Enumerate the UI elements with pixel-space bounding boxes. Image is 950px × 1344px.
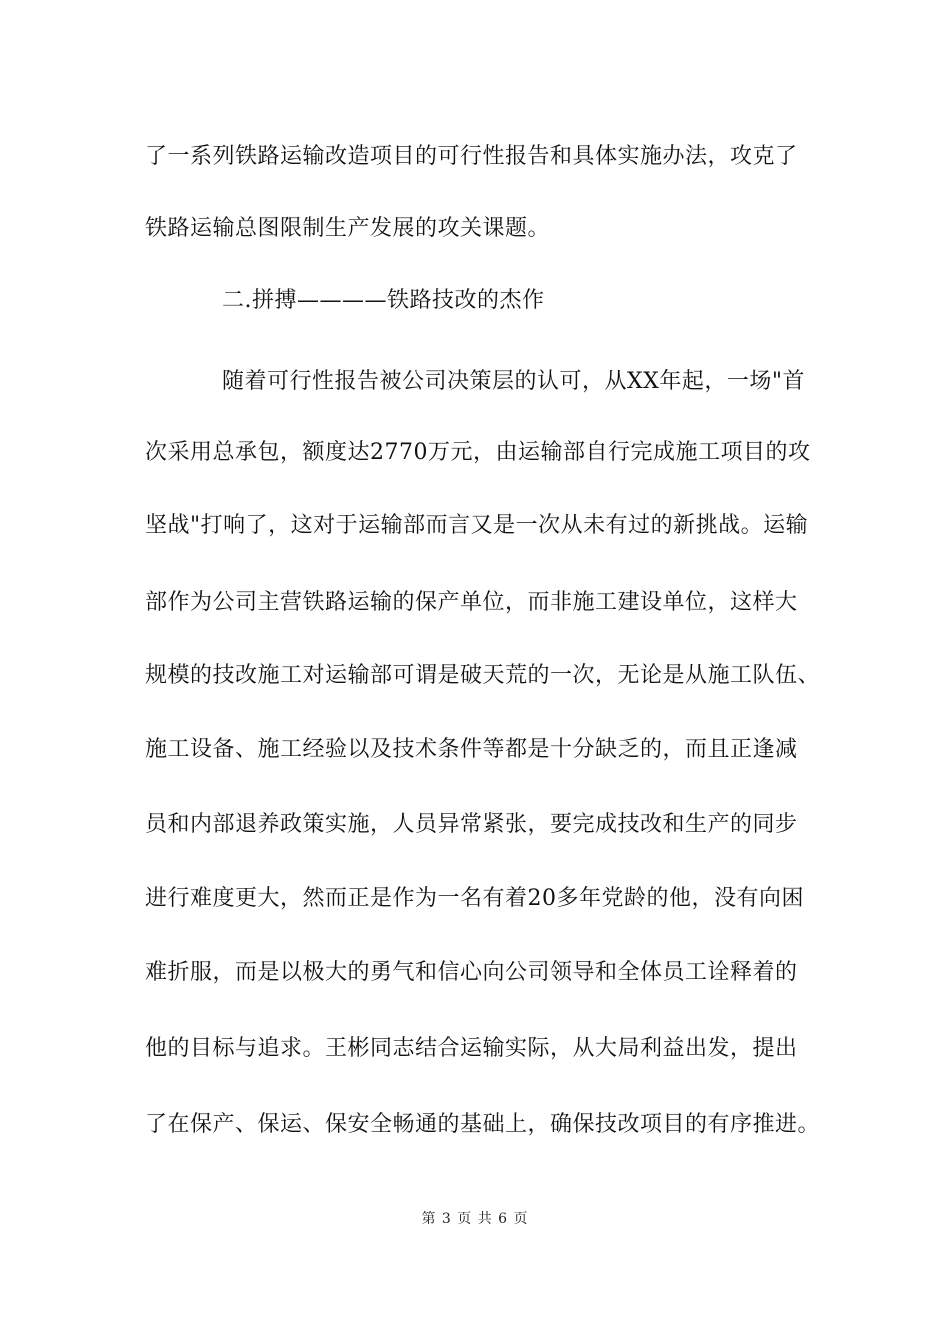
paragraph-line-1: 了一系列铁路运输改造项目的可行性报告和具体实施办法，攻克了 — [145, 144, 798, 169]
paragraph-line-5: 次采用总承包，额度达2770万元，由运输部自行完成施工项目的攻 — [145, 440, 811, 465]
paragraph-line-4: 随着可行性报告被公司决策层的认可，从XX年起，一场"首 — [222, 369, 805, 394]
paragraph-line-6: 坚战"打响了，这对于运输部而言又是一次从未有过的新挑战。运输 — [145, 513, 809, 538]
paragraph-line-11: 进行难度更大，然而正是作为一名有着20多年党龄的他，没有向困 — [145, 886, 804, 911]
paragraph-line-12: 难折服，而是以极大的勇气和信心向公司领导和全体员工诠释着的 — [145, 960, 798, 985]
paragraph-line-14: 了在保产、保运、保安全畅通的基础上，确保技改项目的有序推进。 — [145, 1112, 821, 1137]
page-number: 第 3 页 共 6 页 — [421, 1211, 529, 1227]
paragraph-line-9: 施工设备、施工经验以及技术条件等都是十分缺乏的，而且正逢减 — [145, 737, 798, 762]
paragraph-line-7: 部作为公司主营铁路运输的保产单位，而非施工建设单位，这样大 — [145, 590, 798, 615]
paragraph-line-2: 铁路运输总图限制生产发展的攻关课题。 — [145, 216, 551, 241]
section-heading: 二.拼搏————铁路技改的杰作 — [222, 288, 545, 313]
paragraph-line-10: 员和内部退养政策实施，人员异常紧张，要完成技改和生产的同步 — [145, 812, 798, 837]
paragraph-line-8: 规模的技改施工对运输部可谓是破天荒的一次，无论是从施工队伍、 — [145, 663, 821, 688]
paragraph-line-13: 他的目标与追求。王彬同志结合运输实际，从大局利益出发，提出 — [145, 1036, 798, 1061]
